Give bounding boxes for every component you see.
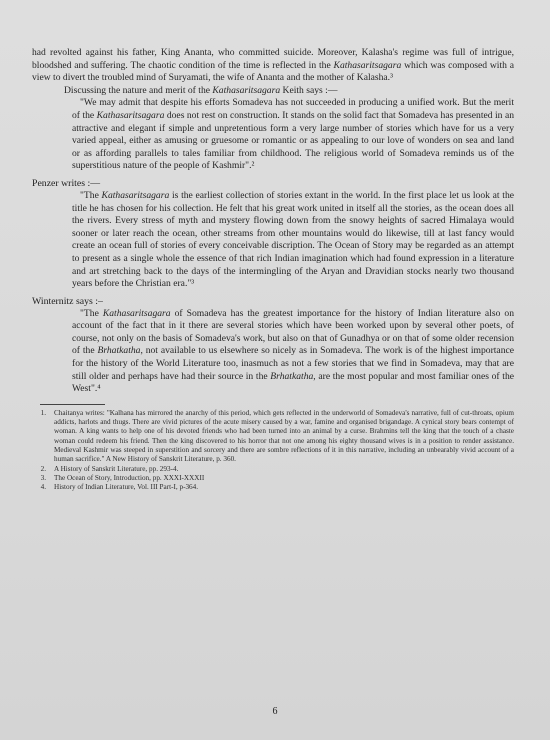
footnote-number: 3. xyxy=(40,473,46,482)
page-number: 6 xyxy=(272,706,278,717)
winternitz-quote-block xyxy=(72,308,514,396)
penzer-lead: Penzer writes :— xyxy=(32,177,101,189)
footnote-text: A History of Sanskrit Literature, pp. 293-4. xyxy=(54,464,179,473)
penzer-quote: "The Kathasaritsagara is the earliest collection of stories extant in the world. In the first place let us look at the title he has chosen for his collection. He felt that his great work united in itself all the stories, as the ocean does all the rivers. Every stress of myth and mystery flowing down from the snowy heights of sacred Himalaya would sooner or later reach the ocean, other streams from other mountains would do likewise, till at last fancy would create an ocean full of stories of every conceivable discription. The Ocean of Story may be regarded as an attempt to present as a single whole the essence of that rich Indian imagination which had found expression in a literature and art stretching back to the days of the intermingling of the Aryan and Dravidian stocks nearly two thousand years before the Christian era."³ xyxy=(72,189,514,290)
footnote-number: 2. xyxy=(40,464,46,473)
footnote-text: History of Indian Literature, Vol. III Part-I, p-364. xyxy=(54,483,199,492)
footnote-number: 4. xyxy=(40,483,46,492)
footnote-item xyxy=(32,474,514,483)
footnote-item xyxy=(32,483,514,492)
footnote-item xyxy=(32,409,514,465)
penzer-quote-block xyxy=(72,190,514,291)
footnote-text: The Ocean of Story, Introduction, pp. XXXI-XXXII xyxy=(54,473,205,482)
keith-quote: "We may admit that despite his efforts Somadeva has not succeeded in producing a unified work. But the merit of the Kathasaritsagara does not rest on construction. It stands on the solid fact that Somadeva has presented in an attractive and elegant if simple and unpretentious form a very large number of stories which have for us a very varied appeal, either as amusing or gruesome or romantic or as appealing to our love of wonders on sea and land or as affording parallels to tales familiar from childhood. The religious world of Somadeva reminds us of the superstitious nature of the people of Kashmir".² xyxy=(72,97,515,172)
winternitz-lead: Winternitz says :– xyxy=(32,295,103,307)
keith-lead: Discussing the nature and merit of the Kathasaritsagara Keith says :— xyxy=(64,84,338,96)
winternitz-quote: "The Kathasaritsagara of Somadeva has the greatest importance for the history of Indian literature also on account of the fact that in it there are several stories which have been worked upon by several other poets, of course, not only on the basis of Somadeva's work, but also on that of Gunadhya or on that of some older recension of the Brhatkatha, not available to us elsewhere so nicely as in Somadeva. The work is of the highest importance for the history of the World Literature too, inasmuch as not a few stories that we find in Somadeva, may that are still older and perhaps have had their source in the Brhatkatha, are the most popular and most familiar ones of the West".⁴ xyxy=(72,307,515,395)
intro-paragraph: had revolted against his father, King Ananta, who committed suicide. Moreover, Kalasha's regime was full of intrigue, bloodshed and suffering. The chaotic condition of the time is reflected in the Kathasaritsagara which was composed with a view to divert the troubled mind of Suryamati, the wife of Ananta and the mother of Kalasha.³ xyxy=(32,47,515,84)
footnote-text: Chaitanya writes: "Kalhana has mirrored the anarchy of this period, which gets reflected in the underworld of Somadeva's narrative, full of cut-throats, opium addicts, harlots and thugs. There are vivid pictures of the acute misery caused by a war, famine and organised brigandage. A cynical story bears contempt of woman. A king wants to help one of his devoted friends who had been turned into an animal by a curse. Brahmins tell the king that the touch of a chaste woman could redeem his friend. Then the king discovered to his horror that not one among his eighty thousand wives is in a position to render assistance. Medieval Kashmir was steeped in superstition and sorcery and there are sombre reflections of it in this narrative, including an unbearably vivid account of a human sacrifice." A New History of Sanskrit Literature, p. 360. xyxy=(54,408,514,464)
page-content xyxy=(32,47,514,493)
footnote-number: 1. xyxy=(40,408,46,417)
footnotes xyxy=(32,409,514,493)
footnote-divider xyxy=(40,404,105,405)
footnote-item xyxy=(32,465,514,474)
keith-quote-block xyxy=(72,97,514,173)
